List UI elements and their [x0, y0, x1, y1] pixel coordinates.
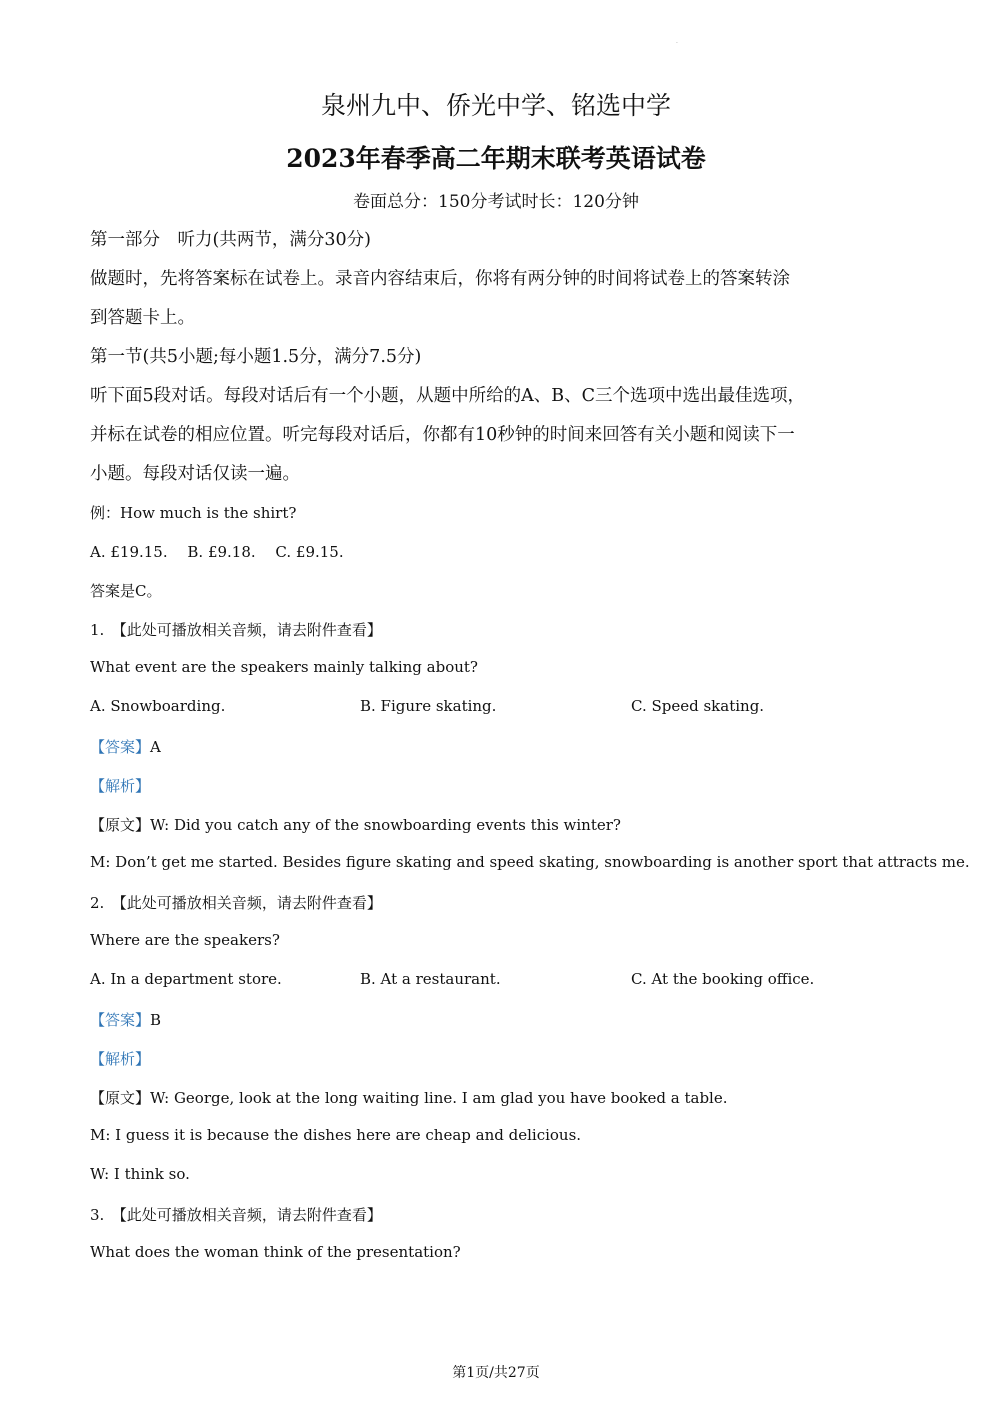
q1-transcript-line-1	[90, 814, 621, 835]
q2-answer: B	[150, 1011, 162, 1029]
section1-line-2: 并标在试卷的相应位置。听完每段对话后，你都有10秒钟的时间来回答有关小题和阅读下一	[90, 425, 795, 445]
part1-heading: 第一部分 听力(共两节，满分30分)	[90, 230, 371, 250]
answer-tag: 【答案】	[90, 1011, 151, 1029]
q2-question: Where are the speakers?	[90, 931, 280, 949]
q1-question: What event are the speakers mainly talking about?	[90, 658, 478, 676]
q2-transcript-line-2: M: I guess it is because the dishes here are cheap and delicious.	[90, 1126, 582, 1144]
school-names: 泉州九中、侨光中学、铭选中学	[320, 91, 671, 120]
original-tag: 【原文】	[90, 816, 151, 834]
q2-transcript-line-1	[90, 1087, 728, 1108]
scan-dot: ·	[676, 40, 678, 47]
example-answer: 答案是C。	[90, 582, 162, 600]
section1-heading: 第一节(共5小题;每小题1.5分，满分7.5分)	[90, 347, 422, 367]
instruction-line-2: 到答题卡上。	[90, 308, 195, 328]
q2-analysis-tag: 【解析】	[90, 1050, 151, 1068]
q1-answer-line	[90, 736, 161, 757]
transcript-text: W: Did you catch any of the snowboarding events this winter?	[150, 816, 621, 834]
q2-transcript-line-3: W: I think so.	[90, 1165, 190, 1183]
q1-option-a: A. Snowboarding.	[90, 697, 226, 715]
instruction-line-1: 做题时，先将答案标在试卷上。录音内容结束后，你将有两分钟的时间将试卷上的答案转涂	[90, 269, 790, 289]
answer-tag: 【答案】	[90, 738, 151, 756]
transcript-text: W: George, look at the long waiting line. I am glad you have booked a table.	[150, 1089, 728, 1107]
section1-line-3: 小题。每段对话仅读一遍。	[90, 464, 300, 484]
q2-option-c: C. At the booking office.	[631, 970, 815, 988]
q1-option-c: C. Speed skating.	[631, 697, 765, 715]
q2-option-b: B. At a restaurant.	[360, 970, 501, 988]
section1-line-1: 听下面5段对话。每段对话后有一个小题，从题中所给的A、B、C三个选项中选出最佳选项，	[90, 386, 806, 406]
page-number: 第1页/共27页	[452, 1365, 540, 1381]
q2-option-a: A. In a department store.	[90, 970, 282, 988]
exam-title: 2023年春季高二年期末联考英语试卷	[286, 144, 706, 173]
q1-transcript-line-2: M: Don’t get me started. Besides figure skating and speed skating, snowboarding is another sport that attracts me.	[90, 853, 970, 871]
example-options: A. £19.15. B. £9.18. C. £9.15.	[90, 543, 344, 561]
q1-analysis-tag: 【解析】	[90, 777, 151, 795]
q3-audio-label: 3. 【此处可播放相关音频，请去附件查看】	[90, 1206, 382, 1224]
q3-question: What does the woman think of the presentation?	[90, 1243, 461, 1261]
q2-audio-label: 2. 【此处可播放相关音频，请去附件查看】	[90, 894, 382, 912]
exam-meta: 卷面总分：150分考试时长：120分钟	[353, 192, 639, 212]
q1-option-b: B. Figure skating.	[360, 697, 497, 715]
q1-audio-label: 1. 【此处可播放相关音频，请去附件查看】	[90, 621, 382, 639]
original-tag: 【原文】	[90, 1089, 151, 1107]
q1-answer: A	[150, 738, 161, 756]
q2-answer-line	[90, 1009, 161, 1030]
example-question: 例：How much is the shirt?	[90, 504, 297, 522]
